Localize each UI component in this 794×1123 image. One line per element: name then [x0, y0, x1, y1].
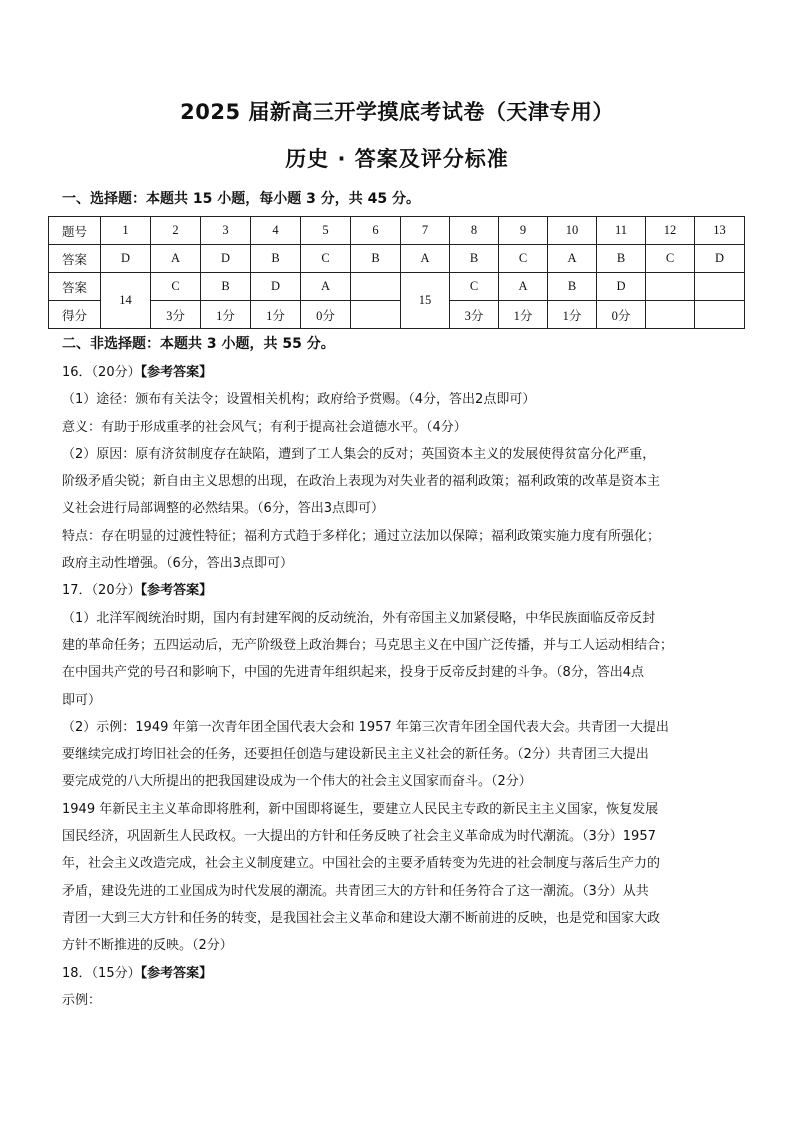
table-cell: B	[351, 245, 401, 273]
table-cell: 8	[450, 217, 499, 245]
table-cell: 答案	[49, 245, 101, 273]
page-title: 2025 届新高三开学摸底考试卷（天津专用）	[180, 100, 614, 124]
question-number: 18．（15分）	[62, 965, 141, 981]
table-cell: 1	[101, 217, 151, 245]
table-cell: A	[301, 273, 351, 301]
table-cell: 1分	[499, 301, 548, 329]
text-line: 即可）	[62, 692, 102, 708]
table-cell: D	[251, 273, 301, 301]
table-cell: A	[548, 245, 597, 273]
text-line: 国民经济，巩固新生人民政权。一大提出的方针和任务反映了社会主义革命成为时代潮流。（3分）1957	[62, 829, 656, 845]
table-cell	[695, 273, 745, 301]
table-cell: C	[301, 245, 351, 273]
question-number: 16．（20分）	[62, 365, 141, 380]
table-cell: A	[401, 245, 450, 273]
text-line: 矛盾，建设先进的工业国成为时代发展的潮流。共青团三大的方针和任务符合了这一潮流。（3分）从共	[62, 883, 649, 899]
table-cell: 4	[251, 217, 301, 245]
page-subtitle: 历史 · 答案及评分标准	[285, 147, 509, 171]
text-line: 建的革命任务；五四运动后，无产阶级登上政治舞台；马克思主义在中国广泛传播，并与工人运动相结合；	[62, 637, 674, 653]
reference-answer-label: 【参考答案】	[140, 583, 213, 599]
table-cell: 11	[597, 217, 646, 245]
table-cell	[695, 301, 745, 329]
reference-answer-label: 【参考答案】	[140, 365, 213, 380]
table-cell	[351, 301, 401, 329]
reference-answer-label: 【参考答案】	[140, 965, 213, 981]
question-14-number: 14	[101, 273, 151, 329]
table-cell: 12	[646, 217, 695, 245]
multiple-choice-answer-table	[48, 216, 745, 329]
question-18-heading	[62, 960, 734, 987]
table-cell: 9	[499, 217, 548, 245]
table-cell: 1分	[201, 301, 251, 329]
table-cell: 3分	[450, 301, 499, 329]
text-line: 义社会进行局部调整的必然结果。（6分，答出3点即可）	[62, 501, 385, 517]
question-number-row	[49, 217, 745, 245]
text-line: 年，社会主义改造完成，社会主义制度建立。中国社会的主要矛盾转变为先进的社会制度与落后生产力的	[62, 856, 661, 872]
table-cell	[351, 273, 401, 301]
table-cell: D	[101, 245, 151, 273]
table-cell: 6	[351, 217, 401, 245]
text-line: （1）途径：颁布有关法令；设置相关机构；政府给予赏赐。（4分，答出2点即可）	[62, 392, 536, 408]
text-line: 在中国共产党的号召和影响下，中国的先进青年组织起来，投身于反帝反封建的斗争。（8分，答出4点	[62, 665, 645, 681]
answers-body	[62, 359, 734, 1014]
question-16-heading	[62, 359, 734, 386]
table-cell: 0分	[301, 301, 351, 329]
table-cell: 1分	[548, 301, 597, 329]
table-cell: D	[597, 273, 646, 301]
table-cell: B	[251, 245, 301, 273]
text-line: 方针不断推进的反映。（2分）	[62, 938, 233, 954]
table-cell: C	[151, 273, 201, 301]
multi-answer-row	[49, 273, 745, 301]
section-1-heading: 一、选择题：本题共 15 小题，每小题 3 分，共 45 分。	[62, 191, 420, 207]
text-line: 要继续完成打垮旧社会的任务，还要担任创造与建设新民主主义社会的新任务。（2分）共青团三大提出	[62, 747, 649, 763]
table-cell: B	[201, 273, 251, 301]
table-cell: 答案	[49, 273, 101, 301]
text-line: 特点：存在明显的过渡性特征；福利方式趋于多样化；通过立法加以保障；福利政策实施力度有所强化；	[62, 528, 661, 544]
table-cell: 0分	[597, 301, 646, 329]
text-line: 示例：	[62, 992, 102, 1008]
table-cell: C	[450, 273, 499, 301]
table-cell: C	[499, 245, 548, 273]
table-cell: B	[597, 245, 646, 273]
question-17-heading	[62, 577, 734, 604]
question-number: 17．（20分）	[62, 583, 141, 599]
answer-row	[49, 245, 745, 273]
question-15-number: 15	[401, 273, 450, 329]
table-cell: 3分	[151, 301, 201, 329]
text-line: 政府主动性增强。（6分，答出3点即可）	[62, 556, 294, 572]
table-cell: A	[151, 245, 201, 273]
table-cell: B	[450, 245, 499, 273]
table-cell: 1分	[251, 301, 301, 329]
table-cell: D	[695, 245, 745, 273]
table-cell: 2	[151, 217, 201, 245]
text-line: 1949 年新民主主义革命即将胜利，新中国即将诞生，要建立人民民主专政的新民主主义国家，恢复发展	[62, 801, 659, 817]
score-row	[49, 301, 745, 329]
table-cell: 7	[401, 217, 450, 245]
table-cell: 3	[201, 217, 251, 245]
table-cell: C	[646, 245, 695, 273]
text-line: （1）北洋军阀统治时期，国内有封建军阀的反动统治，外有帝国主义加紧侵略，中华民族面临反帝反封	[62, 610, 656, 626]
table-cell: 5	[301, 217, 351, 245]
text-line: （2）原因：原有济贫制度存在缺陷，遭到了工人集会的反对；英国资本主义的发展使得贫富分化严重，	[62, 446, 656, 462]
table-cell: A	[499, 273, 548, 301]
table-cell: 题号	[49, 217, 101, 245]
text-line: 青团一大到三大方针和任务的转变，是我国社会主义革命和建设大潮不断前进的反映，也是党和国家大政	[62, 910, 661, 926]
table-cell: D	[201, 245, 251, 273]
table-cell: 13	[695, 217, 745, 245]
table-cell: 得分	[49, 301, 101, 329]
text-line: 意义：有助于形成重孝的社会风气；有利于提高社会道德水平。（4分）	[62, 419, 467, 435]
text-line: 阶级矛盾尖锐；新自由主义思想的出现，在政治上表现为对失业者的福利政策；福利政策的改革是资本主	[62, 474, 661, 490]
table-cell	[646, 301, 695, 329]
section-2-heading: 二、非选择题：本题共 3 小题，共 55 分。	[62, 336, 335, 352]
table-cell: 10	[548, 217, 597, 245]
text-line: （2）示例：1949 年第一次青年团全国代表大会和 1957 年第三次青年团全国代表大会。共青团一大提出	[62, 719, 669, 735]
table-cell	[646, 273, 695, 301]
text-line: 要完成党的八大所提出的把我国建设成为一个伟大的社会主义国家而奋斗。（2分）	[62, 774, 532, 790]
table-cell: B	[548, 273, 597, 301]
